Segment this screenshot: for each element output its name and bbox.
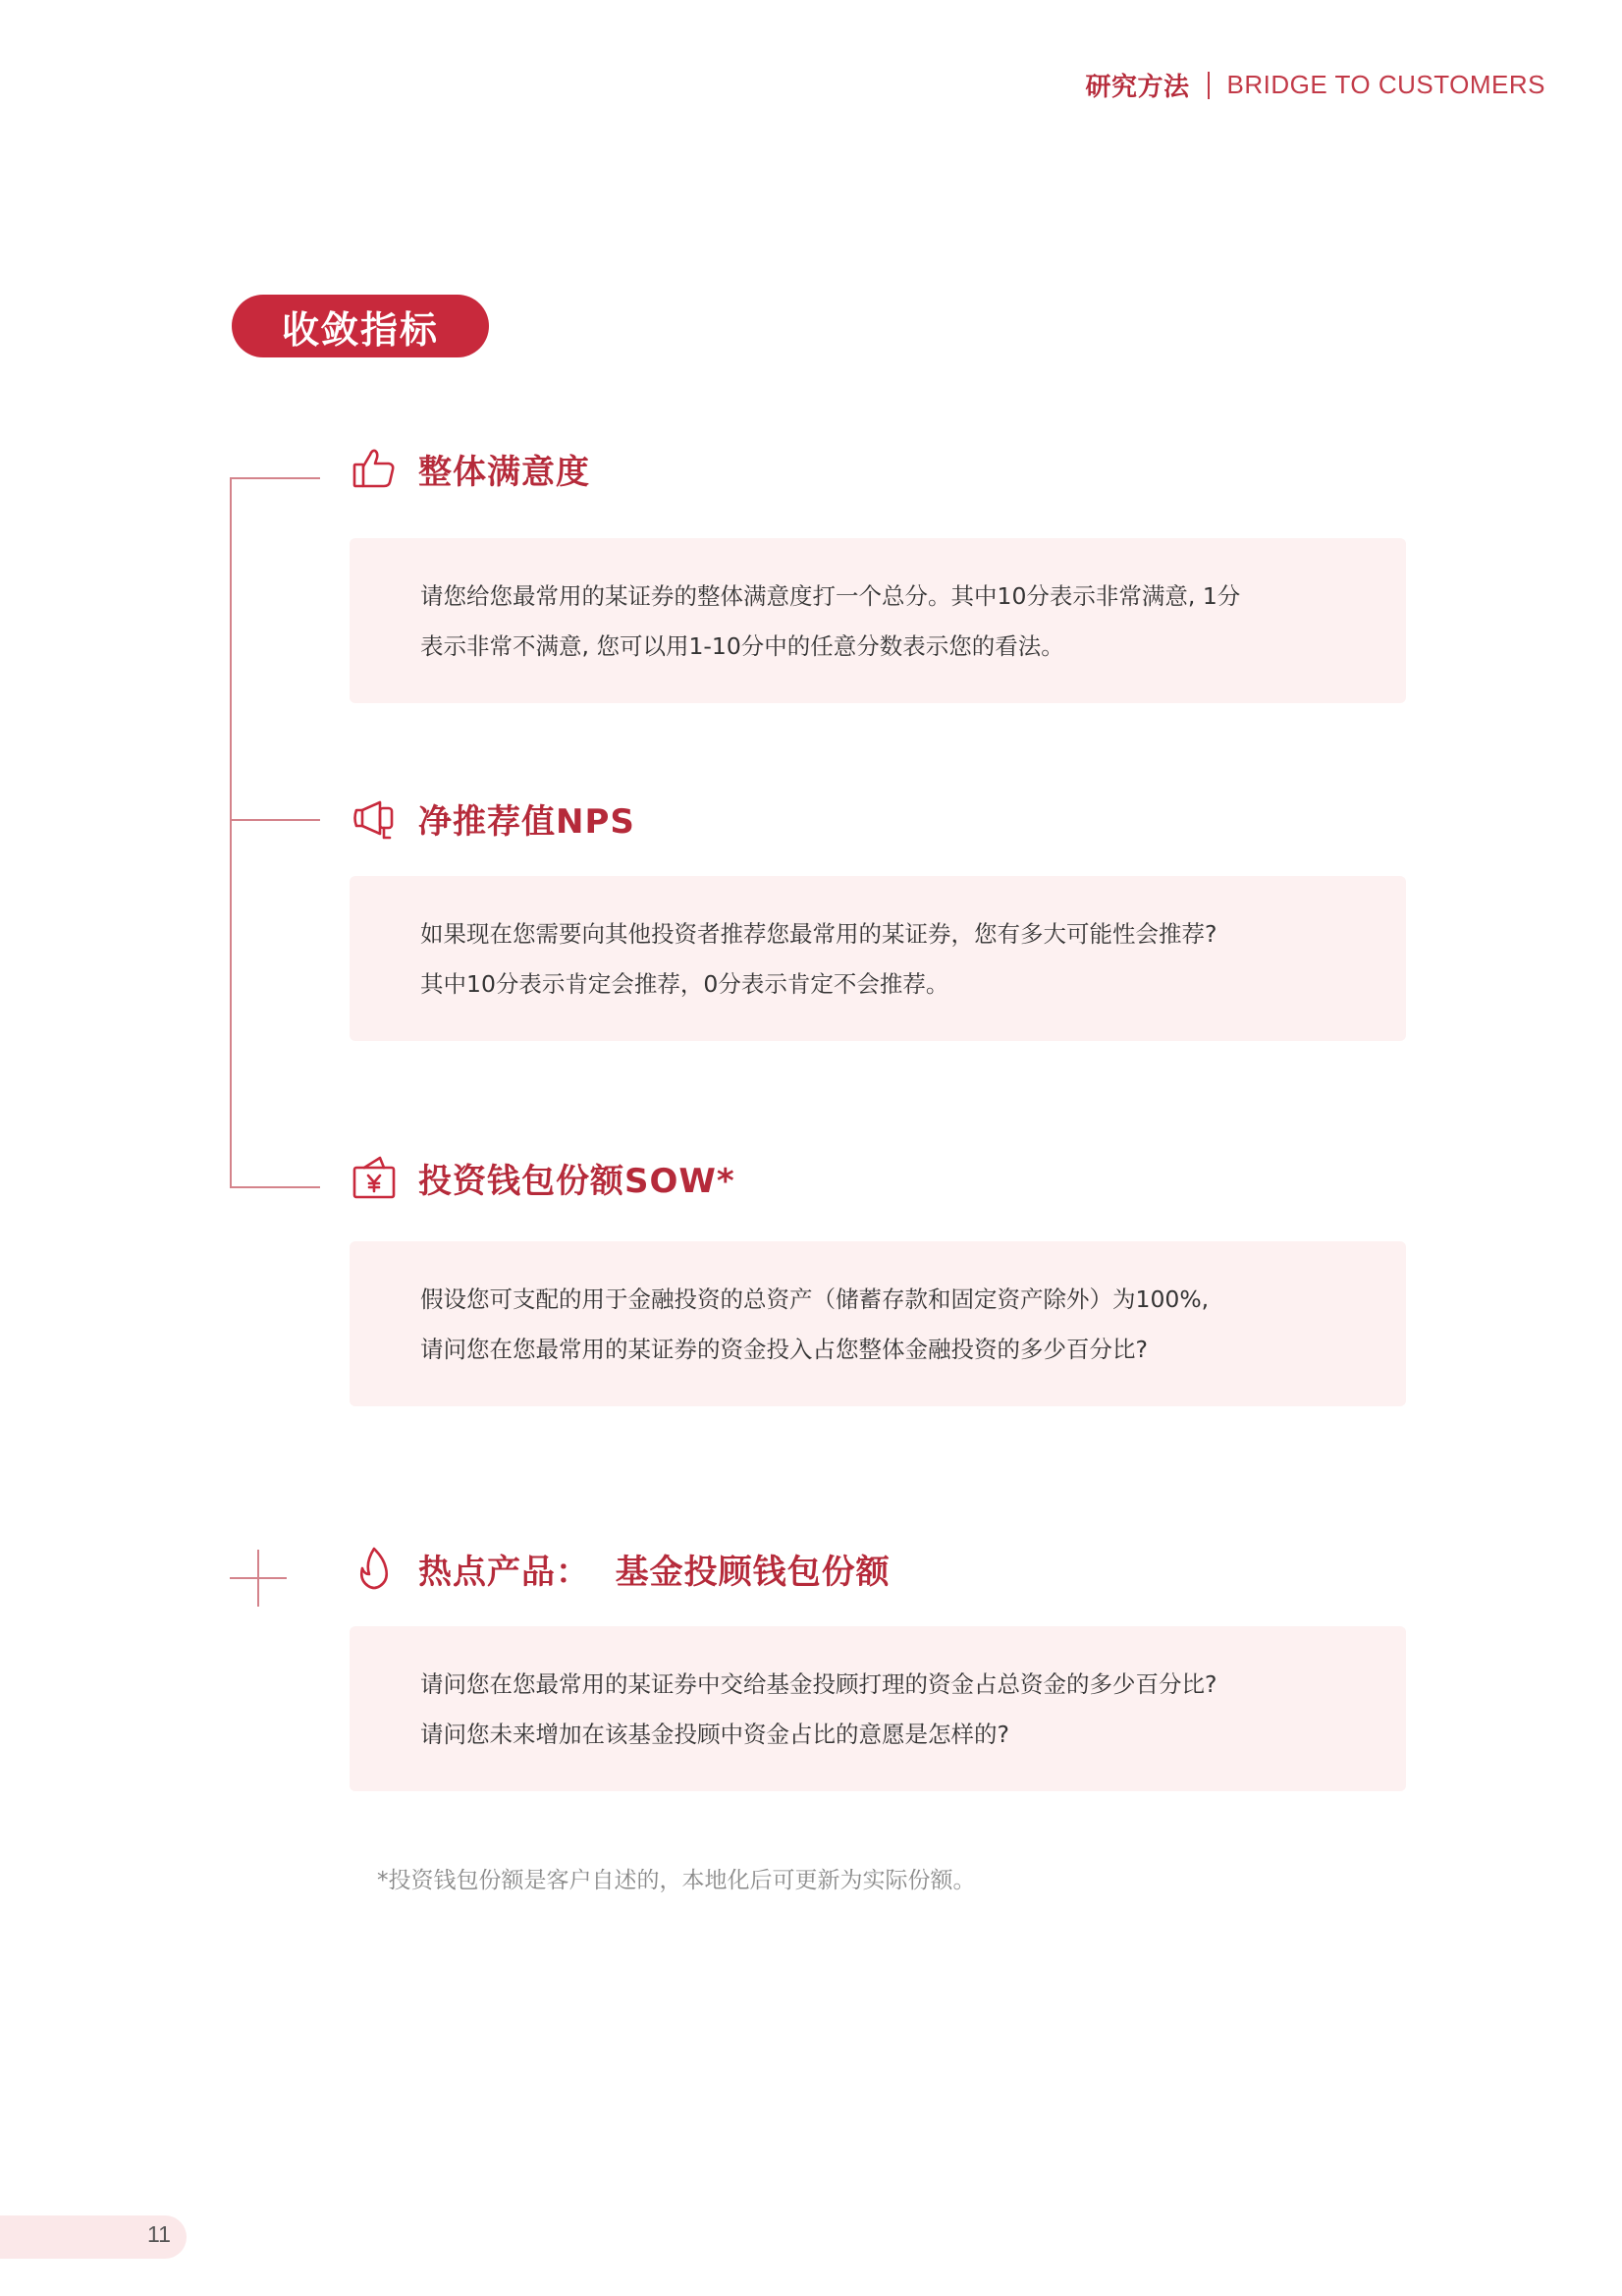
item-text-line: 请问您在您最常用的某证券的资金投入占您整体金融投资的多少百分比? bbox=[420, 1336, 1148, 1363]
flame-icon bbox=[350, 1544, 399, 1593]
item-title: 净推荐值NPS bbox=[418, 801, 635, 842]
thumbs-up-icon bbox=[350, 444, 399, 493]
header-subtitle: BRIDGE TO CUSTOMERS bbox=[1226, 70, 1545, 99]
bracket-branch-line bbox=[230, 1186, 320, 1188]
item-description-box bbox=[350, 1241, 1406, 1406]
item-description-box bbox=[350, 876, 1406, 1041]
item-text-line: 表示非常不满意, 您可以用1-10分中的任意分数表示您的看法。 bbox=[420, 632, 1064, 660]
item-heading-satisfaction bbox=[350, 444, 590, 493]
item-text-line: 请问您在您最常用的某证券中交给基金投顾打理的资金占总资金的多少百分比? bbox=[420, 1670, 1217, 1698]
page-header bbox=[1086, 67, 1545, 103]
bracket-branch-line bbox=[230, 477, 320, 479]
item-title: 投资钱包份额SOW* bbox=[418, 1161, 735, 1201]
item-title: 热点产品： 基金投顾钱包份额 bbox=[418, 1552, 891, 1592]
wallet-yen-icon bbox=[350, 1153, 399, 1202]
header-divider bbox=[1208, 72, 1210, 99]
section-title-pill: 收敛指标 bbox=[232, 295, 489, 357]
bracket-vertical-line bbox=[230, 477, 232, 1188]
page-number: 11 bbox=[147, 2221, 171, 2247]
item-heading-hot-product bbox=[350, 1544, 891, 1593]
item-description-box bbox=[350, 1626, 1406, 1791]
megaphone-icon bbox=[350, 793, 399, 843]
plus-marker-vertical bbox=[257, 1550, 259, 1607]
item-text-line: 其中10分表示肯定会推荐，0分表示肯定不会推荐。 bbox=[420, 970, 949, 998]
item-text-line: 假设您可支配的用于金融投资的总资产（储蓄存款和固定资产除外）为100%, bbox=[420, 1285, 1210, 1313]
item-heading-nps bbox=[350, 793, 635, 843]
item-title: 整体满意度 bbox=[418, 452, 590, 492]
item-heading-sow bbox=[350, 1153, 735, 1202]
footnote: *投资钱包份额是客户自述的，本地化后可更新为实际份额。 bbox=[377, 1868, 976, 1893]
item-description-box bbox=[350, 538, 1406, 703]
item-text-line: 请问您未来增加在该基金投顾中资金占比的意愿是怎样的? bbox=[420, 1721, 1009, 1748]
bracket-branch-line bbox=[230, 819, 320, 821]
item-text-line: 如果现在您需要向其他投资者推荐您最常用的某证券，您有多大可能性会推荐? bbox=[420, 920, 1217, 948]
header-section: 研究方法 bbox=[1085, 73, 1190, 102]
item-text-line: 请您给您最常用的某证券的整体满意度打一个总分。其中10分表示非常满意, 1分 bbox=[420, 582, 1241, 610]
